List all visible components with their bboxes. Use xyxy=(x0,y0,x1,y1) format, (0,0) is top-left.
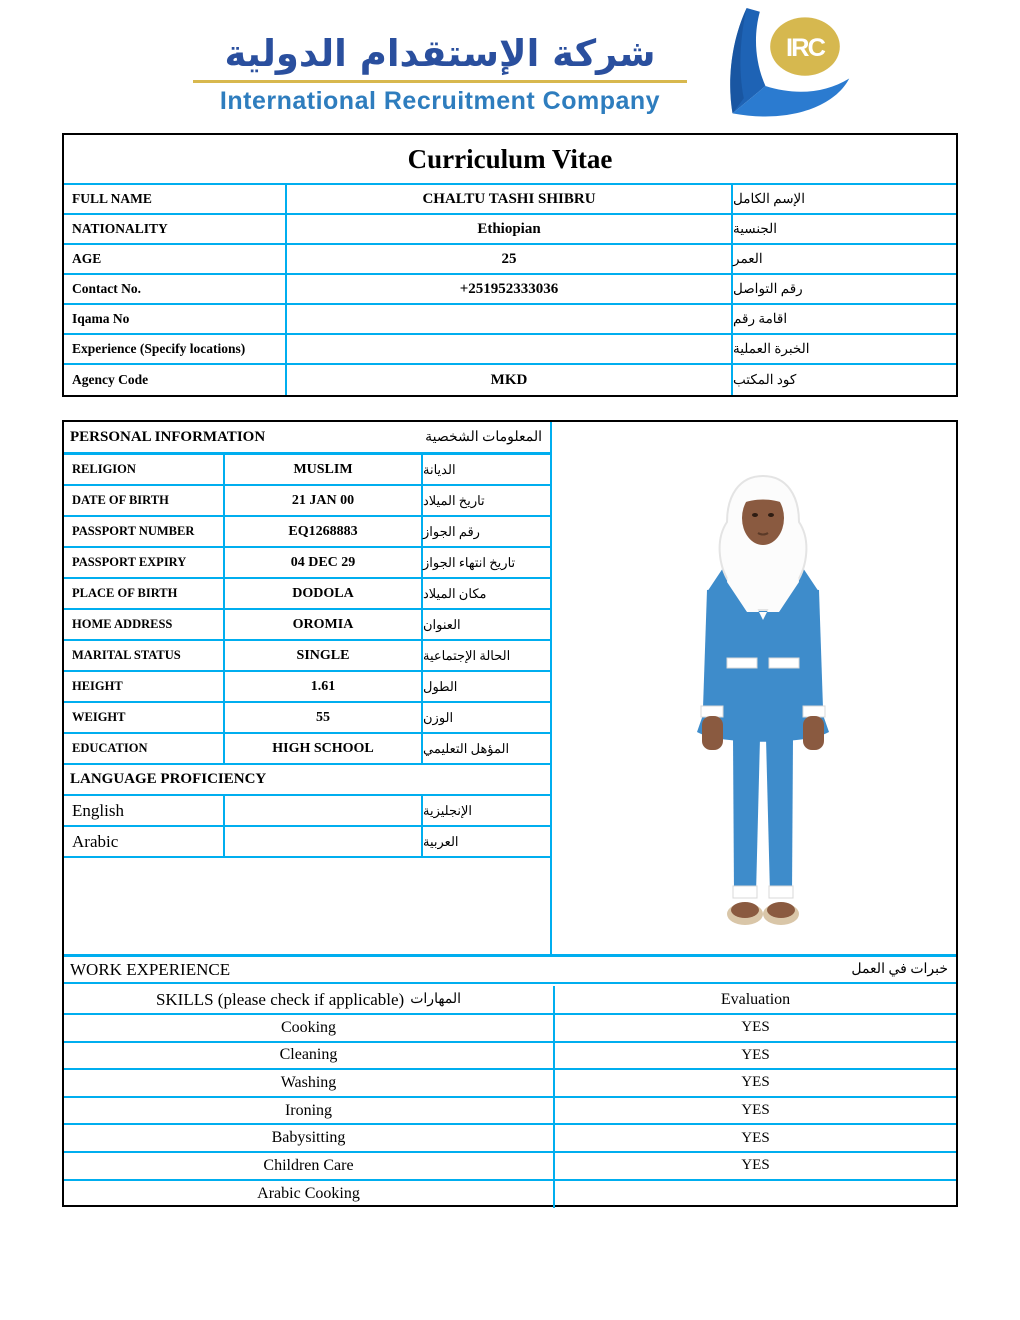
skill-name-washing: Washing xyxy=(64,1070,555,1096)
cv-row-iqama-no xyxy=(64,305,956,335)
left-foot xyxy=(731,902,759,918)
pi-label-education: EDUCATION xyxy=(64,734,225,763)
skills-label-arabic: المهارات xyxy=(410,992,462,1007)
cv-arabic-agency-code: كود المكتب xyxy=(731,365,956,395)
cv-value-nationality: Ethiopian xyxy=(477,220,541,237)
evaluation-column-header: Evaluation xyxy=(720,990,791,1008)
pants-right-leg xyxy=(766,738,793,894)
pants-left-leg xyxy=(733,738,760,894)
lang-value-arabic xyxy=(225,827,421,856)
pi-row-passport-number xyxy=(64,517,550,548)
pi-arabic-date-of-birth: تاريخ الميلاد xyxy=(421,486,550,515)
lang-arabic-arabic: العربية xyxy=(421,827,550,856)
cv-value-iqama-no xyxy=(287,305,731,333)
uniform-right-cuff xyxy=(803,706,825,717)
cv-row-contact-no xyxy=(64,275,956,305)
cv-label-experience: Experience (Specify locations) xyxy=(64,335,287,363)
pi-value-weight: 55 xyxy=(316,709,330,725)
cv-row-age xyxy=(64,245,956,275)
pi-arabic-place-of-birth: مكان الميلاد xyxy=(421,579,550,608)
skill-eval-washing: YES xyxy=(741,1074,770,1091)
cv-arabic-full-name: الإسم الكامل xyxy=(731,185,956,213)
skills-column-header xyxy=(64,986,555,1013)
skill-row-children-care xyxy=(64,1153,956,1181)
pi-arabic-weight: الوزن xyxy=(421,703,550,732)
company-logo xyxy=(185,30,695,116)
pi-arabic-marital-status: الحالة الإجتماعية xyxy=(421,641,550,670)
skill-eval-arabic-cooking xyxy=(555,1181,956,1209)
right-eye xyxy=(768,513,774,517)
personal-information-header xyxy=(64,422,550,455)
skill-row-arabic-cooking xyxy=(64,1181,956,1209)
pants-right-trim xyxy=(769,886,793,898)
pi-arabic-religion: الديانة xyxy=(421,455,550,484)
pi-label-religion: RELIGION xyxy=(64,455,225,484)
cv-label-contact-no: Contact No. xyxy=(64,275,287,303)
cv-value-age: 25 xyxy=(501,250,517,267)
logo-irc-text: IRC xyxy=(785,33,825,62)
personal-information-title-arabic: المعلومات الشخصية xyxy=(425,429,542,445)
cv-value-agency-code: MKD xyxy=(490,371,528,388)
skill-row-cooking xyxy=(64,1015,956,1043)
candidate-photo xyxy=(647,470,909,932)
pi-row-religion xyxy=(64,455,550,486)
skill-name-ironing: Ironing xyxy=(64,1098,555,1124)
pi-row-place-of-birth xyxy=(64,579,550,610)
cv-label-nationality: NATIONALITY xyxy=(64,215,287,243)
personal-information-title: PERSONAL INFORMATION xyxy=(70,428,266,445)
work-experience-title-arabic: خبرات في العمل xyxy=(851,962,948,977)
skill-row-cleaning xyxy=(64,1043,956,1071)
pi-value-date-of-birth: 21 JAN 00 xyxy=(291,492,355,508)
cv-label-full-name: FULL NAME xyxy=(64,185,287,213)
skill-name-babysitting: Babysitting xyxy=(64,1125,555,1151)
pi-label-passport-number: PASSPORT NUMBER xyxy=(64,517,225,546)
pi-label-passport-expiry: PASSPORT EXPIRY xyxy=(64,548,225,577)
skill-eval-cooking: YES xyxy=(741,1019,770,1036)
left-eye xyxy=(752,513,758,517)
pi-value-home-address: OROMIA xyxy=(292,616,354,632)
irc-logo-icon xyxy=(693,2,853,124)
company-name-arabic: شركة الإستقدام الدولية xyxy=(224,32,656,75)
cv-title: Curriculum Vitae xyxy=(64,135,956,185)
pi-row-home-address xyxy=(64,610,550,641)
pi-arabic-home-address: العنوان xyxy=(421,610,550,639)
cv-arabic-iqama-no: اقامة رقم xyxy=(731,305,956,333)
skill-eval-babysitting: YES xyxy=(741,1129,770,1146)
pi-value-height: 1.61 xyxy=(310,678,336,694)
skill-row-babysitting xyxy=(64,1125,956,1153)
cv-value-full-name: CHALTU TASHI SHIBRU xyxy=(422,190,596,207)
skill-name-cooking: Cooking xyxy=(64,1015,555,1041)
skill-row-ironing xyxy=(64,1098,956,1126)
pi-row-marital-status xyxy=(64,641,550,672)
lang-value-english xyxy=(225,796,421,825)
skill-name-cleaning: Cleaning xyxy=(64,1043,555,1069)
pi-row-weight xyxy=(64,703,550,734)
skills-table-header xyxy=(64,986,956,1015)
uniform-left-cuff xyxy=(701,706,723,717)
cv-row-full-name xyxy=(64,185,956,215)
cv-arabic-nationality: الجنسية xyxy=(731,215,956,243)
cv-arabic-experience: الخبرة العملية xyxy=(731,335,956,363)
skills-label: SKILLS (please check if applicable) xyxy=(155,989,405,1009)
pi-label-weight: WEIGHT xyxy=(64,703,225,732)
cv-label-iqama-no: Iqama No xyxy=(64,305,287,333)
skills-table-body xyxy=(64,1015,956,1208)
pi-label-home-address: HOME ADDRESS xyxy=(64,610,225,639)
details-section xyxy=(62,420,958,1207)
pi-arabic-passport-number: رقم الجواز xyxy=(421,517,550,546)
cv-label-agency-code: Agency Code xyxy=(64,365,287,395)
pi-label-place-of-birth: PLACE OF BIRTH xyxy=(64,579,225,608)
pi-label-marital-status: MARITAL STATUS xyxy=(64,641,225,670)
cv-label-age: AGE xyxy=(64,245,287,273)
lang-arabic-english: الإنجليزية xyxy=(421,796,550,825)
pi-value-place-of-birth: DODOLA xyxy=(292,585,354,601)
uniform-left-pocket-trim xyxy=(727,658,757,668)
pi-value-passport-number: EQ1268883 xyxy=(288,523,358,539)
left-hand xyxy=(702,716,723,750)
lang-row-arabic xyxy=(64,827,550,858)
lang-row-english xyxy=(64,796,550,827)
company-name-english: International Recruitment Company xyxy=(219,87,661,116)
skill-eval-ironing: YES xyxy=(741,1102,770,1119)
right-foot xyxy=(767,902,795,918)
language-proficiency-header: LANGUAGE PROFICIENCY xyxy=(64,765,550,796)
work-experience-title: WORK EXPERIENCE xyxy=(70,959,231,979)
cv-row-nationality xyxy=(64,215,956,245)
lang-label-english: English xyxy=(64,796,225,825)
work-experience-header xyxy=(64,954,956,984)
cv-table xyxy=(62,133,958,397)
pi-row-passport-expiry xyxy=(64,548,550,579)
pants-left-trim xyxy=(733,886,757,898)
pi-label-height: HEIGHT xyxy=(64,672,225,701)
pi-arabic-height: الطول xyxy=(421,672,550,701)
pi-value-marital-status: SINGLE xyxy=(296,647,350,663)
cv-row-experience xyxy=(64,335,956,365)
cv-arabic-age: العمر xyxy=(731,245,956,273)
pi-value-education: HIGH SCHOOL xyxy=(272,740,374,756)
uniform-right-pocket-trim xyxy=(769,658,799,668)
cv-value-experience xyxy=(287,335,731,363)
logo-gold-rule xyxy=(193,80,687,83)
pi-arabic-education: المؤهل التعليمي xyxy=(421,734,550,763)
skill-row-washing xyxy=(64,1070,956,1098)
skill-eval-children-care: YES xyxy=(741,1157,770,1174)
lang-label-arabic: Arabic xyxy=(64,827,225,856)
cv-row-agency-code xyxy=(64,365,956,395)
skill-name-arabic-cooking: Arabic Cooking xyxy=(64,1181,555,1209)
pi-arabic-passport-expiry: تاريخ انتهاء الجواز xyxy=(421,548,550,577)
pi-value-religion: MUSLIM xyxy=(293,461,353,477)
cv-arabic-contact-no: رقم التواصل xyxy=(731,275,956,303)
skill-eval-cleaning: YES xyxy=(741,1046,770,1063)
cv-value-contact-no: +251952333036 xyxy=(459,280,559,297)
pi-row-date-of-birth xyxy=(64,486,550,517)
pi-row-education xyxy=(64,734,550,765)
pi-value-passport-expiry: 04 DEC 29 xyxy=(290,554,356,570)
pi-row-height xyxy=(64,672,550,703)
personal-information-table xyxy=(64,422,552,954)
right-hand xyxy=(803,716,824,750)
skill-name-children-care: Children Care xyxy=(64,1153,555,1179)
pi-label-date-of-birth: DATE OF BIRTH xyxy=(64,486,225,515)
